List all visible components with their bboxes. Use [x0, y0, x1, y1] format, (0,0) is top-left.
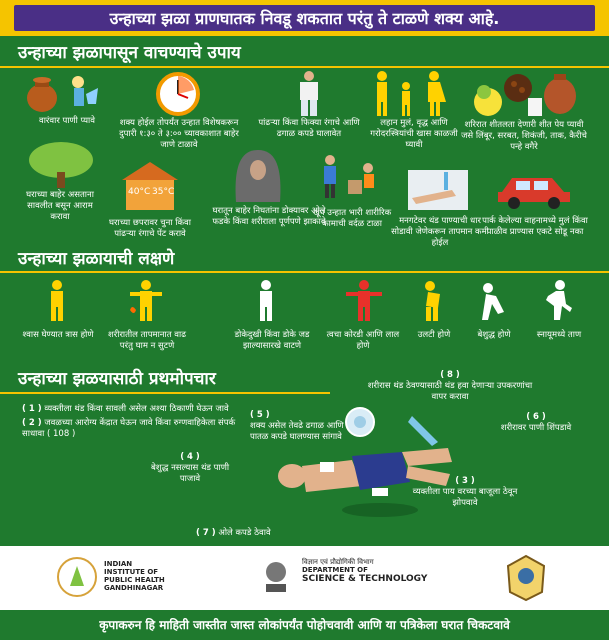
- iiph-logo: [56, 556, 98, 598]
- symptom-caption: बेशुद्ध होणे: [477, 330, 511, 340]
- step-number: ( 4 ): [180, 452, 200, 462]
- firstaid-step: [196, 528, 316, 539]
- wrist-water-icon: [408, 170, 468, 210]
- prevention-caption: मनगटेवर थंड पाण्याची धार सोडावी जेणेकरून तापमान कमी होईल: [391, 216, 489, 248]
- cool-drinks-icon: [468, 68, 578, 118]
- prevention-caption: खूप उन्हात भारी शारीरिक कामाची वर्दळ टाळा: [312, 208, 392, 229]
- step-text: जवळच्या आरोग्य केंद्रात घेऊन जावे किंवा रुग्णवाहिकेला संपर्क साधावा ( 108 ): [22, 418, 236, 439]
- house-roof-icon: [118, 160, 182, 212]
- shade-tree-icon: [26, 140, 96, 188]
- prevention-caption: शरिरात शीतलता देणारी शीत पेय प्यावी जसे लिंबूर, सरबत, शिकंजी, ताक, कैरीचे पन्हे वगैरे: [461, 120, 587, 152]
- dst-name: [302, 558, 432, 584]
- step-text: शरीरावर पाणी शिंपडावे: [500, 423, 572, 433]
- dst-hindi: विज्ञान एवं प्रौद्योगिकी विभाग: [302, 558, 374, 566]
- prevention-caption: लहान मुलं, वृद्ध आणि गरोदरस्त्रियांची खास काळजी घ्यावी: [370, 118, 458, 150]
- breathing-difficulty-icon: [44, 280, 70, 322]
- prevention-caption: घरातून बाहेर निघतांना डोक्यावर ओले फडके किंवा शरीराला पूर्णपणे झाकावे: [212, 206, 326, 227]
- step-text: शरीरास थंड ठेवण्यासाठी थंड हवा देणाऱ्या उपकरणांचा वापर करावा: [367, 381, 533, 402]
- firstaid-step: [140, 452, 240, 485]
- heavy-work-icon: [318, 154, 380, 200]
- roof-temp-left: 40°C: [128, 187, 151, 197]
- parked-car-icon: [496, 170, 572, 210]
- symptoms-heading: उन्हाच्या झळायाची लक्षणे: [18, 249, 175, 269]
- page-title: उन्हाच्या झळा प्राणघातक निवडू शकतात परंतु ते टाळणे शक्य आहे.: [109, 9, 500, 28]
- step-number: ( 5 ): [250, 410, 270, 420]
- iiph-line: INSTITUTE OF: [104, 568, 159, 576]
- iiph-name: [104, 560, 194, 592]
- dst-line: DEPARTMENT OF: [302, 566, 368, 574]
- step-number: ( 2 ): [22, 418, 42, 428]
- prevention-caption: पार्क केलेल्या वाहनामध्ये मुलं किंवा पाळीव प्राण्यास एकटे सोडू नका: [482, 216, 588, 237]
- national-emblem-icon: [258, 556, 294, 600]
- iiph-line: INDIAN: [104, 560, 133, 568]
- step-text: व्यक्तीला थंड किंवा सावली असेल अश्या ठिकाणी घेऊन जावे: [44, 404, 229, 414]
- high-temperature-icon: [128, 280, 164, 322]
- symptom-caption: शरीरातील तापमानात वाढ परंतु घाम न सुटणे: [108, 330, 186, 351]
- light-clothes-icon: [292, 70, 326, 118]
- step-text: शक्य असेल तेवढे ढगाळ आणि पातळ कपडे घालण्यास सांगावे: [250, 421, 344, 442]
- family-icon: [372, 70, 454, 118]
- muscle-cramp-icon: [540, 280, 574, 322]
- state-emblem-icon: [504, 554, 548, 602]
- symptom-caption: डोकेदुखी किंवा डोके जड झाल्यासारखे वाटणे: [234, 330, 310, 351]
- step-number: ( 3 ): [455, 476, 475, 486]
- footer-text: कृपाकरुन हि माहिती जास्तीत जास्त लोकांपर्यंत पोहोचवावी आणि या पत्रिकेला घरात चिकटवावे: [99, 618, 510, 632]
- step-text: बेशुद्ध नसल्यास थंड पाणी पाजावे: [150, 463, 230, 484]
- red-skin-icon: [344, 280, 384, 322]
- vomiting-icon: [418, 280, 448, 322]
- iiph-line: GANDHINAGAR: [104, 584, 164, 592]
- symptom-caption: स्नायूमध्ये ताण: [536, 330, 582, 340]
- floor-shadow: [340, 500, 420, 520]
- symptom-caption: श्वास घेण्यात त्रास होणे: [22, 330, 94, 340]
- step-number: ( 7 ): [196, 528, 216, 538]
- partner-logos-strip: [0, 546, 609, 610]
- step-number: ( 8 ): [440, 370, 460, 380]
- step-text: ओले कपडे ठेवावे: [218, 528, 271, 538]
- step-number: ( 1 ): [22, 404, 42, 414]
- firstaid-step: [476, 412, 596, 434]
- drinking-glass-icon: [66, 74, 102, 110]
- fainting-icon: [478, 282, 510, 322]
- title-banner: [14, 5, 595, 31]
- prevention-heading: उन्हाच्या झळापासून वाचण्याचे उपाय: [18, 43, 241, 63]
- clock-icon: [156, 72, 200, 116]
- prevention-caption: पांढऱ्या किंवा फिक्या रंगाचे आणि ढगाळ कपडे घालावेत: [258, 118, 360, 139]
- divider: [0, 392, 330, 394]
- firstaid-step: [366, 370, 534, 403]
- water-pot-icon: [22, 74, 62, 114]
- firstaid-step: [22, 418, 252, 440]
- firstaid-step: [22, 404, 282, 415]
- covered-head-icon: [228, 148, 288, 204]
- prevention-caption: शक्य होईल तोपर्यंत उन्हात विशेषकरून दुपारी १:३० ते ३:०० च्यावकाशात बाहेर जाणे टाळावे: [119, 118, 239, 150]
- prevention-caption: वारंवार पाणी प्यावे: [38, 116, 95, 126]
- divider: [0, 271, 609, 273]
- roof-temp-right: 35°C: [152, 187, 175, 197]
- step-number: ( 6 ): [526, 412, 546, 422]
- headache-icon: [252, 280, 280, 322]
- header-bar: [0, 0, 609, 36]
- prevention-caption: घराच्या बाहेर असताना सावलीत बसून आराम करावा: [26, 190, 94, 222]
- footer-bar: [0, 610, 609, 640]
- step-text: व्यक्तीला पाय वरच्या बाजूला ठेवून झोपवावे: [412, 487, 518, 508]
- firstaid-heading: उन्हाच्या झळयासाठी प्रथमोपचार: [18, 369, 216, 389]
- symptom-caption: उलटी होणे: [417, 330, 451, 340]
- symptom-caption: त्वचा कोरडी आणि लाल होणे: [326, 330, 400, 351]
- prevention-caption: घराच्या छपरावर चुना किंवा पांढऱ्या रंगाचे पेंट करावे: [109, 218, 191, 239]
- iiph-line: PUBLIC HEALTH: [104, 576, 165, 584]
- dst-line: SCIENCE & TECHNOLOGY: [302, 574, 428, 584]
